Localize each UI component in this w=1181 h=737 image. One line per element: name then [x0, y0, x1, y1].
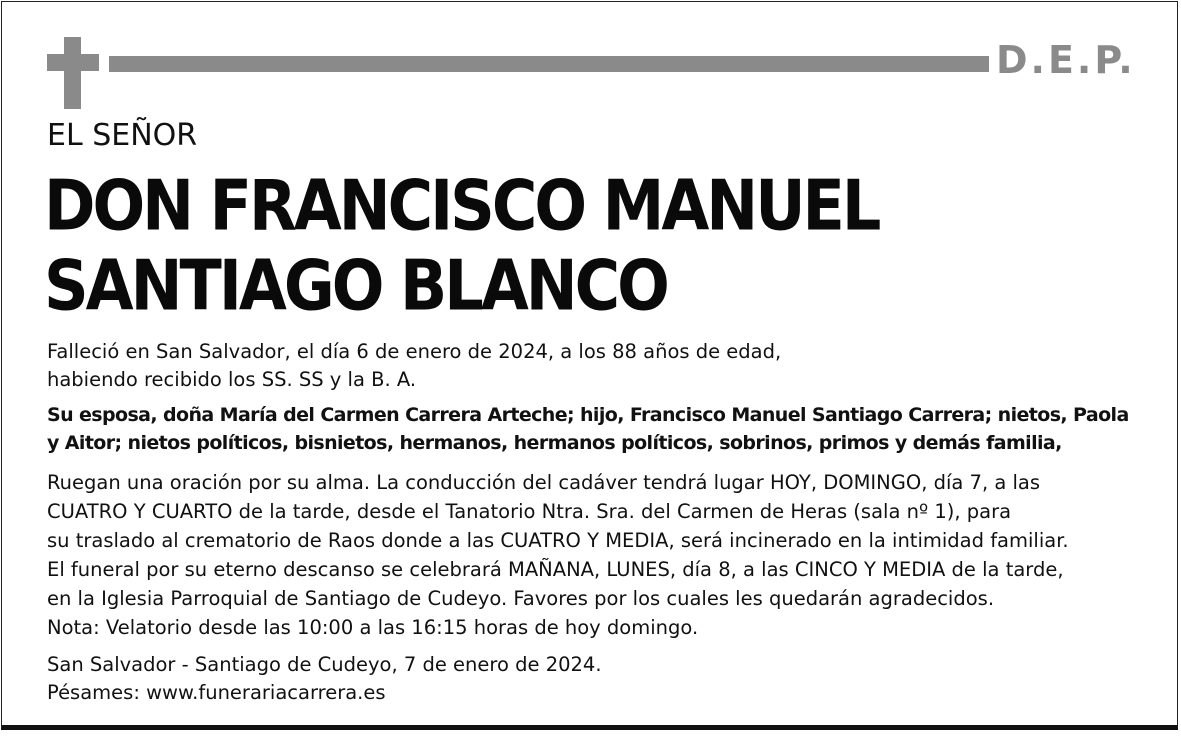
- ceremony-line: CUATRO Y CUARTO de la tarde, desde el Tanatorio Ntra. Sra. del Carmen de Heras (sala nº 1), para: [47, 500, 1012, 523]
- dep-label: D.E.P.: [996, 38, 1136, 82]
- death-notice-line: Falleció en San Salvador, el día 6 de enero de 2024, a los 88 años de edad,: [47, 340, 782, 363]
- ceremony-line: El funeral por su eterno descanso se celebrará MAÑANA, LUNES, día 8, a las CINCO Y MEDIA de la tarde,: [47, 558, 1064, 581]
- ceremony-line: en la Iglesia Parroquial de Santiago de Cudeyo. Favores por los cuales les quedarán agradecidos.: [47, 587, 995, 610]
- ceremony-line: su traslado al crematorio de Raos donde a las CUATRO Y MEDIA, será incinerado en la intimidad familiar.: [47, 529, 1069, 552]
- death-notice-line: habiendo recibido los SS. SS y la B. A.: [47, 368, 417, 391]
- cross-icon: [47, 37, 99, 109]
- ceremony-line: Ruegan una oración por su alma. La conducción del cadáver tendrá lugar HOY, DOMINGO, día 7, a las: [47, 471, 1041, 494]
- header-rule: [109, 56, 989, 72]
- family-list: [47, 401, 1147, 457]
- ceremony-line: Nota: Velatorio desde las 10:00 a las 16:15 horas de hoy domingo.: [47, 616, 699, 639]
- footer-condolences-link[interactable]: Pésames: www.funerariacarrera.es: [47, 681, 386, 704]
- death-notice: [47, 338, 1147, 394]
- footer-place-date: San Salvador - Santiago de Cudeyo, 7 de enero de 2024.: [47, 653, 602, 676]
- deceased-name: [44, 166, 1144, 326]
- family-line: Su esposa, doña María del Carmen Carrera Arteche; hijo, Francisco Manuel Santiago Carrera; nietos, Paola: [47, 404, 1129, 426]
- deceased-name-line-2: SANTIAGO BLANCO: [44, 244, 667, 327]
- deceased-name-line-1: DON FRANCISCO MANUEL: [44, 164, 879, 247]
- footer: [47, 651, 1147, 707]
- honorific: EL SEÑOR: [47, 118, 198, 153]
- family-line: y Aitor; nietos políticos, bisnietos, hermanos, hermanos políticos, sobrinos, primos y demás familia,: [47, 432, 1062, 454]
- ceremony-details: [47, 468, 1147, 642]
